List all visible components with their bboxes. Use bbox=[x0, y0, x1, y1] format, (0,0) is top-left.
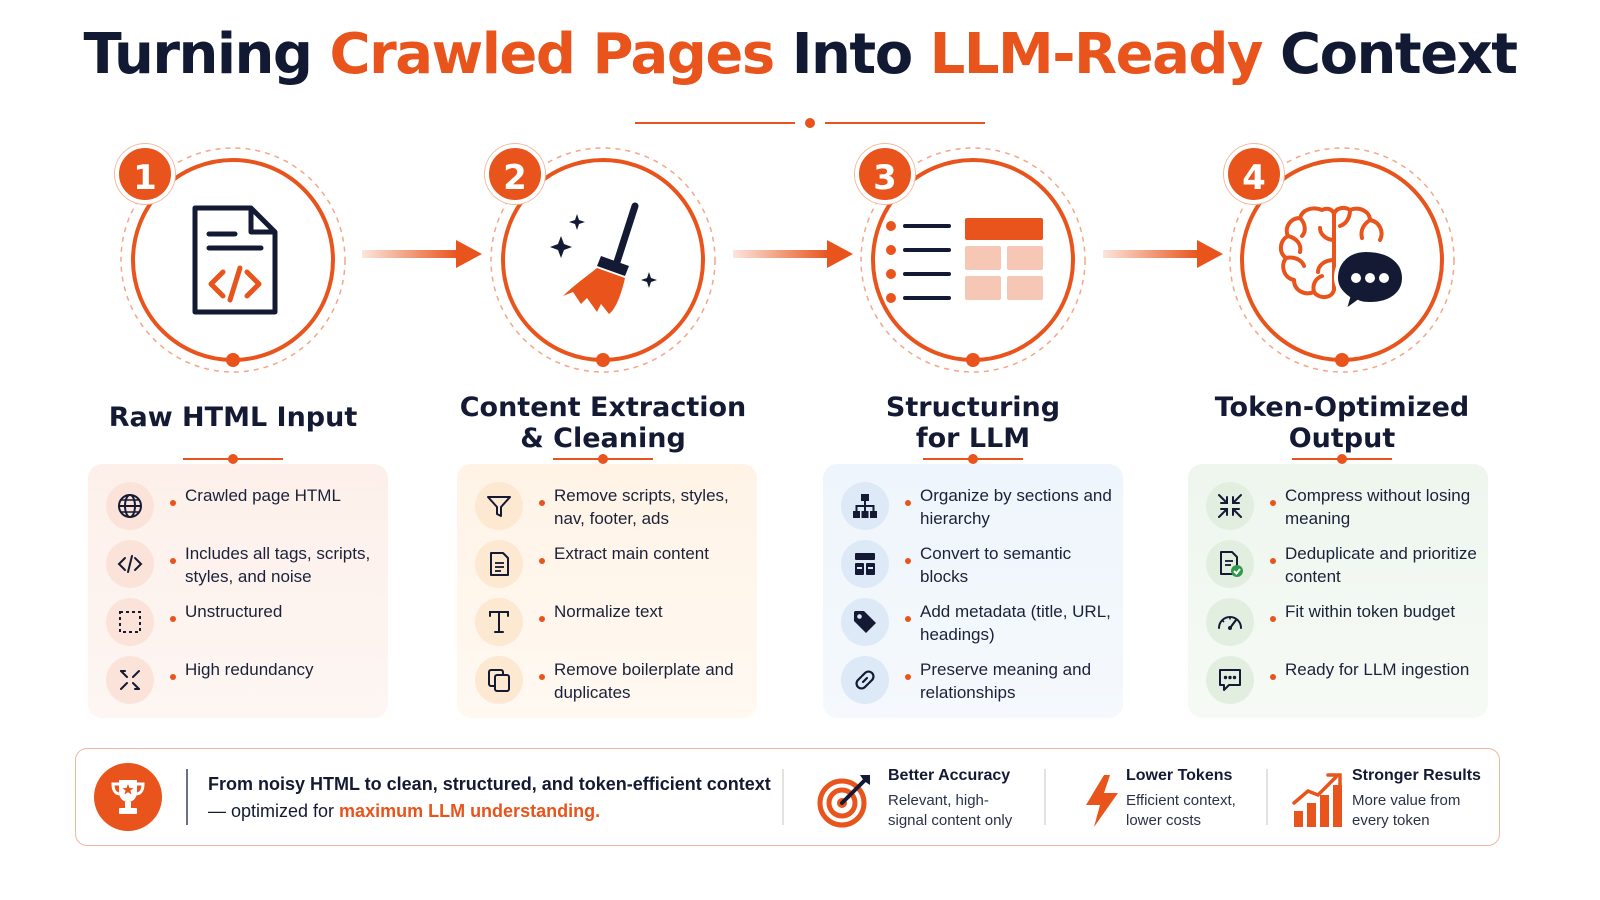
benefit-lower-tokens bbox=[1074, 765, 1274, 835]
title-part: Into bbox=[773, 22, 930, 87]
list-item bbox=[88, 592, 388, 650]
target-icon bbox=[816, 773, 872, 829]
benefit-title: Better Accuracy bbox=[888, 767, 1011, 784]
step-divider bbox=[1292, 454, 1392, 464]
list-item-text: Crawled page HTML bbox=[185, 486, 341, 505]
step-number-badge: 2 bbox=[485, 144, 545, 204]
step-title bbox=[433, 392, 773, 454]
broom-icon bbox=[543, 200, 663, 320]
step-divider bbox=[923, 454, 1023, 464]
step-number-badge: 3 bbox=[855, 144, 915, 204]
list-item-text: Includes all tags, scripts, styles, and noise bbox=[185, 544, 371, 586]
chat-icon bbox=[1206, 656, 1254, 704]
benefit-title: Lower Tokens bbox=[1126, 767, 1233, 784]
step-details-card bbox=[457, 464, 757, 718]
trophy-icon bbox=[94, 763, 162, 831]
link-icon bbox=[841, 656, 889, 704]
compress-icon bbox=[1206, 482, 1254, 530]
tag-icon bbox=[841, 598, 889, 646]
list-item-text: Add metadata (title, URL, headings) bbox=[920, 602, 1111, 644]
step-ring bbox=[853, 140, 1093, 380]
step-title-line: Raw HTML Input bbox=[108, 402, 358, 433]
document-icon bbox=[475, 540, 523, 588]
dashed-square-icon bbox=[106, 598, 154, 646]
benefit-title: Stronger Results bbox=[1352, 767, 1481, 784]
code-brackets-icon bbox=[106, 540, 154, 588]
step-details-card bbox=[88, 464, 388, 718]
list-item bbox=[823, 476, 1123, 534]
benefit-description: Relevant, high-signal content only bbox=[888, 792, 1013, 829]
title-part: Context bbox=[1261, 22, 1517, 87]
code-file-icon bbox=[173, 200, 293, 320]
benefit-better-accuracy bbox=[816, 765, 1036, 835]
footer-message-highlight: maximum LLM understanding. bbox=[339, 801, 601, 821]
step-divider bbox=[553, 454, 653, 464]
step-details-card bbox=[823, 464, 1123, 718]
list-item-text: Ready for LLM ingestion bbox=[1285, 660, 1470, 679]
list-item bbox=[457, 592, 757, 650]
step-title-line: & Cleaning bbox=[520, 423, 686, 454]
list-item-text: Organize by sections and hierarchy bbox=[920, 486, 1112, 528]
growth-chart-icon bbox=[1290, 773, 1346, 829]
title-divider bbox=[635, 118, 985, 128]
list-item bbox=[1188, 476, 1488, 534]
filter-icon bbox=[475, 482, 523, 530]
list-item bbox=[457, 650, 757, 708]
list-item-text: Normalize text bbox=[554, 602, 663, 621]
benefit-stronger-results bbox=[1290, 765, 1490, 835]
list-item bbox=[457, 476, 757, 534]
brain-chat-icon bbox=[1272, 200, 1412, 320]
step-ring bbox=[483, 140, 723, 380]
footer-message bbox=[208, 771, 778, 825]
title-accent: LLM-Ready bbox=[929, 22, 1262, 87]
flow-arrow bbox=[1103, 236, 1223, 272]
list-item-text: Unstructured bbox=[185, 602, 283, 621]
list-item bbox=[88, 650, 388, 708]
list-item bbox=[1188, 534, 1488, 592]
step-number-badge: 1 bbox=[115, 144, 175, 204]
hierarchy-icon bbox=[841, 482, 889, 530]
footer-message-line bbox=[208, 798, 778, 825]
list-item-text: Deduplicate and prioritize content bbox=[1285, 544, 1477, 586]
title-accent: Crawled Pages bbox=[329, 22, 774, 87]
list-item bbox=[823, 534, 1123, 592]
summary-footer bbox=[75, 748, 1500, 846]
title-part: Turning bbox=[83, 22, 330, 87]
page-title bbox=[0, 22, 1600, 87]
step-title bbox=[1172, 392, 1512, 454]
list-item bbox=[823, 650, 1123, 708]
lightning-icon bbox=[1074, 773, 1130, 829]
flow-arrow bbox=[362, 236, 482, 272]
benefit-description: Efficient context, lower costs bbox=[1126, 792, 1236, 829]
benefit-description: More value from every token bbox=[1352, 792, 1461, 829]
list-item-text: Remove boilerplate and duplicates bbox=[554, 660, 734, 702]
scatter-arrows-icon bbox=[106, 656, 154, 704]
step-title-line: for LLM bbox=[915, 423, 1031, 454]
structured-list-icon bbox=[883, 200, 1063, 320]
step-title-line: Structuring bbox=[885, 392, 1061, 423]
blocks-icon bbox=[841, 540, 889, 588]
step-details-card bbox=[1188, 464, 1488, 718]
footer-message-prefix: — optimized for bbox=[208, 801, 340, 821]
step-number-badge: 4 bbox=[1224, 144, 1284, 204]
list-item-text: High redundancy bbox=[185, 660, 314, 679]
list-item-text: Preserve meaning and relationships bbox=[920, 660, 1092, 702]
step-title bbox=[803, 392, 1143, 454]
list-item-text: Extract main content bbox=[554, 544, 709, 563]
list-item-text: Fit within token budget bbox=[1285, 602, 1456, 621]
list-item-text: Convert to semantic blocks bbox=[920, 544, 1072, 586]
list-item bbox=[1188, 650, 1488, 708]
list-item bbox=[1188, 592, 1488, 650]
step-title bbox=[63, 402, 403, 433]
step-ring bbox=[113, 140, 353, 380]
gauge-icon bbox=[1206, 598, 1254, 646]
step-divider bbox=[183, 454, 283, 464]
flow-arrow bbox=[733, 236, 853, 272]
step-title-line: Content Extraction bbox=[459, 392, 747, 423]
list-item bbox=[88, 534, 388, 592]
list-item-text: Remove scripts, styles, nav, footer, ads bbox=[554, 486, 729, 528]
list-item-text: Compress without losing meaning bbox=[1285, 486, 1471, 528]
list-item bbox=[88, 476, 388, 534]
copy-icon bbox=[475, 656, 523, 704]
doc-check-icon bbox=[1206, 540, 1254, 588]
step-title-line: Token-Optimized bbox=[1214, 392, 1470, 423]
text-t-icon bbox=[475, 598, 523, 646]
footer-message-line: From noisy HTML to clean, structured, and token-efficient context bbox=[208, 774, 771, 794]
globe-icon bbox=[106, 482, 154, 530]
list-item bbox=[457, 534, 757, 592]
step-title-line: Output bbox=[1288, 423, 1396, 454]
step-ring bbox=[1222, 140, 1462, 380]
list-item bbox=[823, 592, 1123, 650]
